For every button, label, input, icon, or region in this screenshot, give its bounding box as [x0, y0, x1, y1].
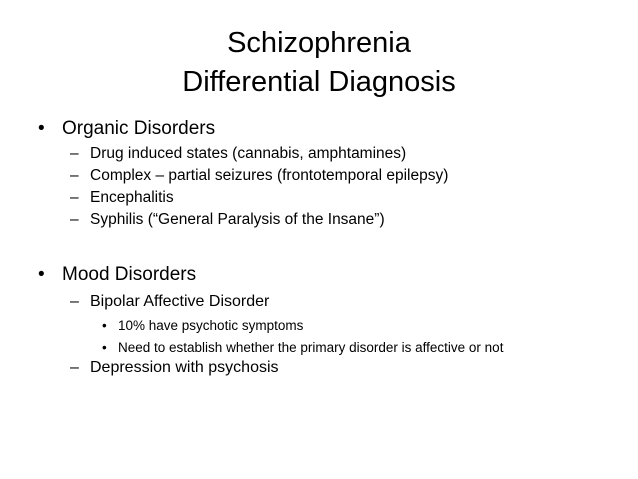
bullet-marker: •	[38, 118, 45, 139]
slide-title-line-1: Schizophrenia	[227, 27, 411, 59]
section-heading: Organic Disorders	[62, 118, 216, 139]
dash-marker: –	[70, 293, 79, 310]
dash-marker: –	[70, 145, 79, 162]
section-heading: Mood Disorders	[62, 264, 197, 285]
dash-marker: –	[70, 167, 79, 184]
list-item-text: Encephalitis	[90, 189, 174, 206]
sub-list-item-text: 10% have psychotic symptoms	[118, 318, 304, 333]
bullet-marker: •	[102, 318, 107, 333]
dash-marker: –	[70, 211, 79, 228]
bullet-marker: •	[38, 264, 45, 285]
list-item-text: Syphilis (“General Paralysis of the Insane”)	[90, 211, 385, 228]
dash-marker: –	[70, 189, 79, 206]
sub-list-item-text: Need to establish whether the primary disorder is affective or not	[118, 340, 504, 355]
list-item-text: Bipolar Affective Disorder	[90, 293, 270, 310]
dash-marker: –	[70, 359, 79, 376]
slide-title-line-2: Differential Diagnosis	[182, 66, 456, 98]
list-item-text: Complex – partial seizures (frontotemporal epilepsy)	[90, 167, 449, 184]
list-item-text: Depression with psychosis	[90, 359, 279, 376]
list-item-text: Drug induced states (cannabis, amphtamines)	[90, 145, 407, 162]
bullet-marker: •	[102, 340, 107, 355]
